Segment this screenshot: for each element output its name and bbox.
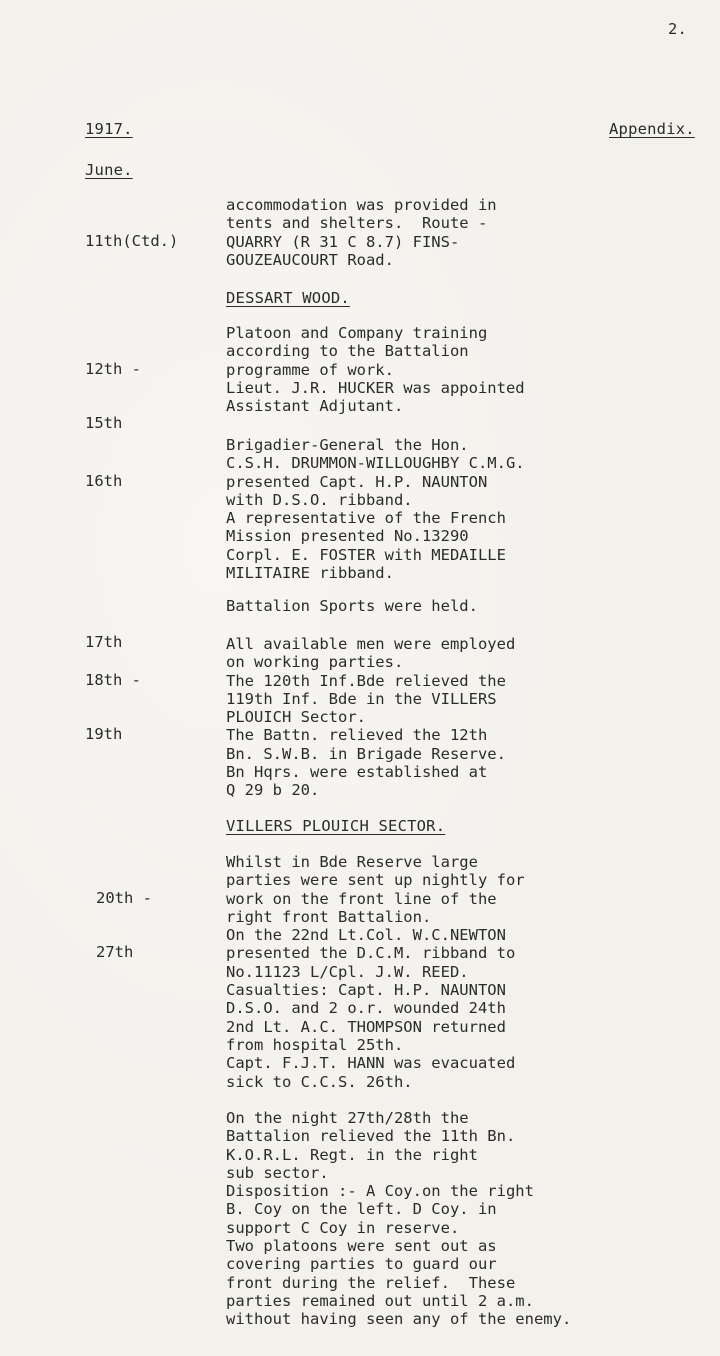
text-line: support C Coy in reserve.: [226, 1218, 460, 1237]
text-line: All available men were employed: [226, 635, 516, 653]
text-line: C.S.H. DRUMMON-WILLOUGHBY C.M.G.: [226, 454, 525, 473]
text-line: programme of work.: [226, 360, 394, 379]
text-line: K.O.R.L. Regt. in the right: [226, 1145, 478, 1164]
date-line: 11th(Ctd.): [85, 232, 179, 250]
entry-text: [226, 635, 515, 800]
text-line: without having seen any of the enemy.: [226, 1310, 572, 1329]
location-heading: DESSART WOOD.: [226, 289, 350, 307]
text-line: covering parties to guard our: [226, 1255, 497, 1274]
entry-text: [226, 597, 478, 615]
entry-date: [85, 196, 178, 286]
date-line: 17th: [85, 633, 123, 651]
text-line: The Battn. relieved the 12th: [226, 726, 488, 745]
text-line: parties were sent up nightly for: [226, 871, 525, 890]
entry-text: [226, 324, 525, 415]
text-line: Battalion Sports were held.: [226, 597, 478, 615]
text-line: tents and shelters. Route -: [226, 214, 488, 233]
text-line: B. Coy on the left. D Coy. in: [226, 1200, 497, 1219]
text-line: D.S.O. and 2 o.r. wounded 24th: [226, 999, 506, 1018]
date-line: 27th: [96, 943, 134, 962]
text-line: 2nd Lt. A.C. THOMPSON returned: [226, 1017, 506, 1036]
text-line: On the night 27th/28th the: [226, 1109, 469, 1127]
entry-date: [96, 853, 152, 998]
text-line: Q 29 b 20.: [226, 781, 320, 800]
text-line: with D.S.O. ribband.: [226, 490, 413, 509]
text-line: GOUZEAUCOURT Road.: [226, 250, 394, 269]
text-line: PLOUICH Sector.: [226, 708, 366, 727]
page-number: 2.: [668, 20, 688, 38]
text-line: from hospital 25th.: [226, 1035, 404, 1054]
appendix-heading: Appendix.: [609, 120, 695, 138]
text-line: MILITAIRE ribband.: [226, 564, 394, 583]
text-line: No.11123 L/Cpl. J.W. REED.: [226, 962, 469, 981]
text-line: right front Battalion.: [226, 907, 432, 926]
location-heading: VILLERS PLOUICH SECTOR.: [226, 817, 446, 835]
text-line: Brigadier-General the Hon.: [226, 436, 469, 454]
text-line: parties remained out until 2 a.m.: [226, 1291, 534, 1310]
text-line: front during the relief. These: [226, 1273, 516, 1292]
date-line: 16th: [85, 472, 123, 490]
text-line: Platoon and Company training: [226, 324, 488, 342]
text-line: Whilst in Bde Reserve large: [226, 853, 478, 871]
text-line: Corpl. E. FOSTER with MEDAILLE: [226, 545, 506, 564]
text-line: Bn Hqrs. were established at: [226, 763, 488, 782]
text-line: Mission presented No.13290: [226, 527, 469, 546]
entry-text: [226, 196, 497, 269]
entry-text: [226, 436, 525, 582]
month-heading: June.: [85, 161, 133, 179]
entry-text: [226, 853, 525, 1091]
entry-date: [85, 436, 122, 526]
text-line: accommodation was provided in: [226, 196, 497, 214]
text-line: Two platoons were sent out as: [226, 1237, 497, 1256]
text-line: sick to C.C.S. 26th.: [226, 1072, 413, 1091]
year-heading: 1917.: [85, 120, 133, 138]
text-line: A representative of the French: [226, 509, 506, 528]
text-line: on working parties.: [226, 653, 404, 672]
text-line: work on the front line of the: [226, 889, 497, 908]
text-line: The 120th Inf.Bde relieved the: [226, 671, 506, 690]
date-line: 20th -: [96, 889, 152, 907]
text-line: presented Capt. H.P. NAUNTON: [226, 472, 488, 491]
text-line: Battalion relieved the 11th Bn.: [226, 1127, 516, 1146]
date-line: 18th -: [85, 671, 141, 689]
date-line: 12th -: [85, 360, 141, 378]
text-line: Casualties: Capt. H.P. NAUNTON: [226, 981, 506, 1000]
text-line: Bn. S.W.B. in Brigade Reserve.: [226, 744, 506, 763]
text-line: Capt. F.J.T. HANN was evacuated: [226, 1054, 516, 1073]
text-line: sub sector.: [226, 1163, 329, 1182]
text-line: Disposition :- A Coy.on the right: [226, 1182, 534, 1201]
text-line: Assistant Adjutant.: [226, 397, 404, 416]
date-line: 15th: [85, 414, 123, 433]
entry-date: [85, 635, 141, 780]
entry-text: [226, 1109, 571, 1329]
date-line: 19th: [85, 725, 123, 744]
text-line: Lieut. J.R. HUCKER was appointed: [226, 378, 525, 397]
text-line: QUARRY (R 31 C 8.7) FINS-: [226, 232, 460, 251]
text-line: 119th Inf. Bde in the VILLERS: [226, 689, 497, 708]
text-line: according to the Battalion: [226, 342, 469, 361]
text-line: presented the D.C.M. ribband to: [226, 944, 516, 963]
text-line: On the 22nd Lt.Col. W.C.NEWTON: [226, 926, 506, 945]
